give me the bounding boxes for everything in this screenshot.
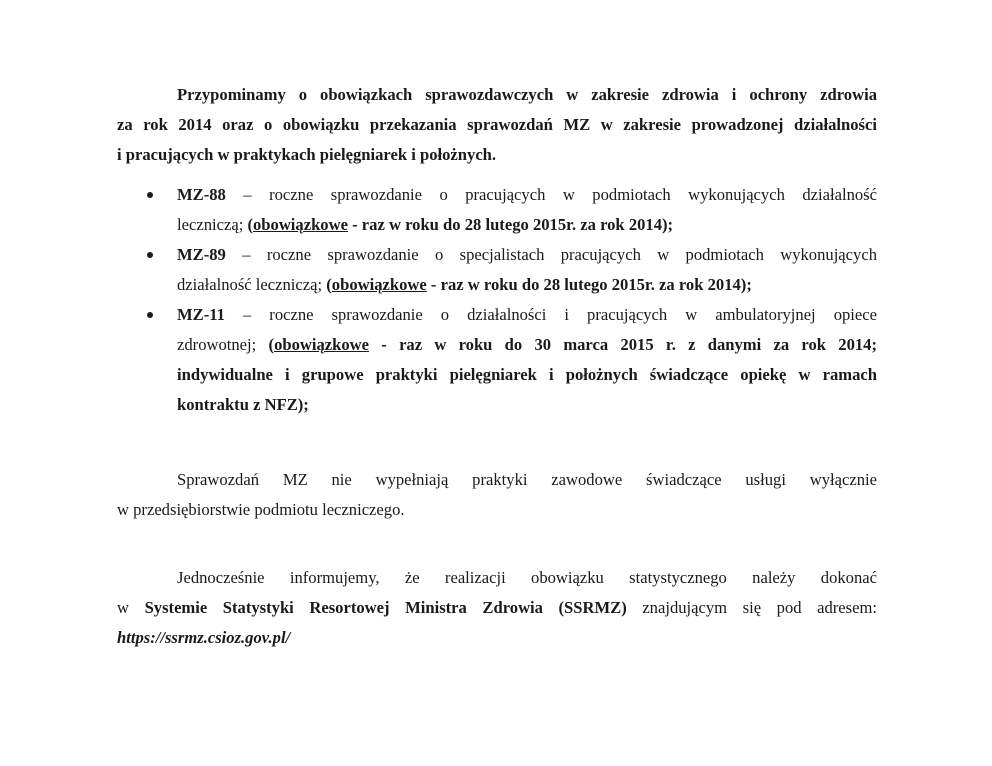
- bullet-icon: [147, 252, 153, 258]
- list-item-mz11: [117, 300, 877, 420]
- system-name: Systemie Statystyki Resortowej Ministra Zdrowia (SSRMZ): [144, 598, 627, 617]
- system-url-link[interactable]: https://ssrmz.csioz.gov.pl/: [117, 628, 291, 647]
- intro-line-2: za rok 2014 oraz o obowiązku przekazania sprawozdań MZ w zakresie prowadzonej działalności: [117, 115, 877, 134]
- deadline-text: - raz w roku do 28 lutego 2015r. za rok 2014);: [347, 215, 674, 234]
- list-item-mz89: [117, 240, 877, 300]
- report-description-cont: leczniczą;: [177, 215, 248, 234]
- report-code: MZ-11: [177, 305, 225, 324]
- exclusion-line-2: w przedsiębiorstwie podmiotu leczniczego.: [117, 500, 405, 519]
- deadline-text: - raz w roku do 30 marca 2015 r. z danymi za rok 2014;: [369, 335, 877, 354]
- list-item-line: [177, 240, 877, 270]
- obligation-open: (: [268, 335, 275, 354]
- obligation-label: obowiązkowe: [253, 215, 348, 234]
- list-item-line: [177, 210, 877, 240]
- obligation-open: (: [326, 275, 332, 294]
- report-code: MZ-88: [177, 185, 226, 204]
- bullet-icon: [147, 312, 153, 318]
- list-item-line: kontraktu z NFZ);: [177, 395, 309, 414]
- closing-paragraph: [117, 563, 877, 653]
- report-description: – roczne sprawozdanie o specjalistach pracujących w podmiotach wykonujących: [225, 245, 877, 264]
- report-description: – roczne sprawozdanie o działalności i pracujących w ambulatoryjnej opiece: [224, 305, 877, 324]
- obligation-open: (: [247, 215, 253, 234]
- report-description-cont: działalność leczniczą;: [177, 275, 327, 294]
- report-description: – roczne sprawozdanie o pracujących w podmiotach wykonujących działalność: [225, 185, 877, 204]
- list-item-line: indywidualne i grupowe praktyki pielęgniarek i położnych świadczące opiekę w ramach: [177, 365, 877, 384]
- exclusion-paragraph: [117, 465, 877, 525]
- list-item-line: [177, 180, 877, 210]
- obligation-label: obowiązkowe: [274, 335, 370, 354]
- list-item-mz88: [117, 180, 877, 240]
- closing-prefix: w: [117, 598, 145, 617]
- closing-suffix: znajdującym się pod adresem:: [626, 598, 877, 617]
- list-item-line: [177, 300, 877, 330]
- exclusion-line-1: Sprawozdań MZ nie wypełniają praktyki zawodowe świadczące usługi wyłącznie: [177, 470, 877, 489]
- obligation-label: obowiązkowe: [331, 275, 427, 294]
- bullet-icon: [147, 192, 153, 198]
- intro-line-1: Przypominamy o obowiązkach sprawozdawczych w zakresie zdrowia i ochrony zdrowia: [177, 85, 877, 104]
- deadline-text: - raz w roku do 28 lutego 2015r. za rok 2014);: [426, 275, 752, 294]
- intro-paragraph: [117, 80, 877, 170]
- report-description-cont: zdrowotnej;: [177, 335, 269, 354]
- report-code: MZ-89: [177, 245, 226, 264]
- closing-line-1: Jednocześnie informujemy, że realizacji obowiązku statystycznego należy dokonać: [177, 568, 877, 587]
- intro-line-3: i pracujących w praktykach pielęgniarek i położnych.: [117, 145, 497, 164]
- report-list: [117, 180, 877, 420]
- list-item-line: [177, 330, 877, 360]
- list-item-line: [177, 270, 877, 300]
- closing-line-2: [117, 593, 877, 623]
